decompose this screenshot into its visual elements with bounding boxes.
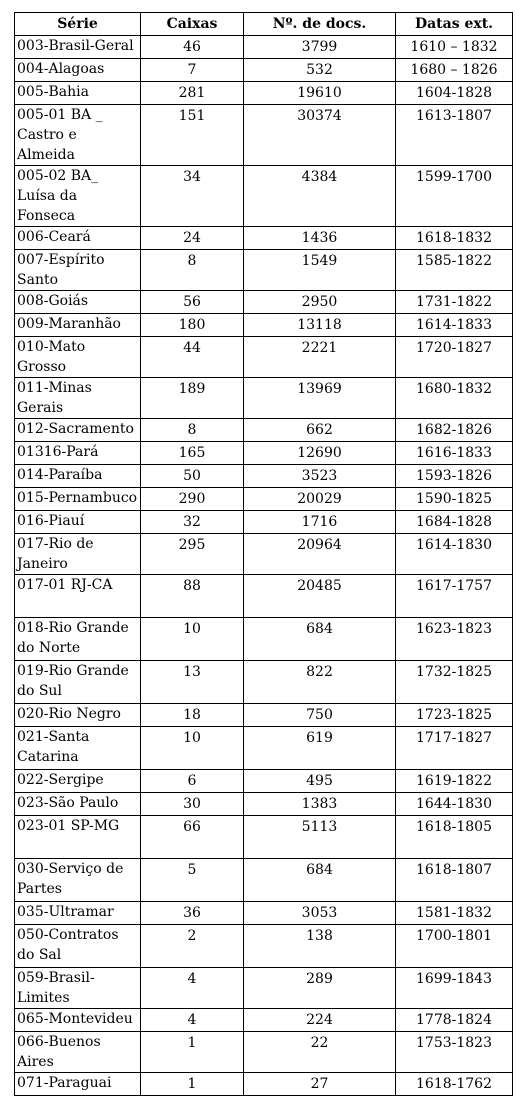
cell-caixas: 4 (141, 968, 244, 1009)
cell-datas: 1618-1832 (396, 227, 513, 250)
table-row (15, 1032, 513, 1073)
cell-datas: 1778-1824 (396, 1009, 513, 1032)
table-row (15, 419, 513, 442)
cell-datas: 1618-1807 (396, 859, 513, 902)
cell-caixas: 7 (141, 59, 244, 82)
cell-datas: 1604-1828 (396, 82, 513, 105)
cell-datas: 1590-1825 (396, 488, 513, 511)
cell-datas: 1699-1843 (396, 968, 513, 1009)
cell-datas: 1700-1801 (396, 925, 513, 968)
cell-datas: 1614-1830 (396, 534, 513, 575)
cell-caixas: 10 (141, 618, 244, 661)
cell-datas: 1684-1828 (396, 511, 513, 534)
table-row (15, 314, 513, 337)
cell-caixas: 18 (141, 704, 244, 727)
table-row (15, 166, 513, 227)
cell-serie: 011-Minas Gerais (15, 378, 141, 419)
cell-docs: 1436 (244, 227, 396, 250)
cell-caixas: 180 (141, 314, 244, 337)
cell-caixas: 8 (141, 250, 244, 291)
cell-docs: 495 (244, 770, 396, 793)
cell-datas: 1613-1807 (396, 105, 513, 166)
cell-datas: 1614-1833 (396, 314, 513, 337)
cell-docs: 138 (244, 925, 396, 968)
table-row (15, 859, 513, 902)
cell-docs: 20485 (244, 575, 396, 618)
table-row (15, 534, 513, 575)
cell-serie: 012-Sacramento (15, 419, 141, 442)
cell-docs: 19610 (244, 82, 396, 105)
cell-serie: 006-Ceará (15, 227, 141, 250)
cell-datas: 1618-1762 (396, 1073, 513, 1096)
cell-docs: 684 (244, 618, 396, 661)
cell-serie: 008-Goiás (15, 291, 141, 314)
cell-docs: 2221 (244, 337, 396, 378)
table-row (15, 465, 513, 488)
cell-caixas: 1 (141, 1073, 244, 1096)
table-row (15, 925, 513, 968)
cell-serie: 01316-Pará (15, 442, 141, 465)
cell-docs: 224 (244, 1009, 396, 1032)
cell-docs: 12690 (244, 442, 396, 465)
table-header (15, 13, 513, 36)
cell-docs: 4384 (244, 166, 396, 227)
cell-datas: 1680-1832 (396, 378, 513, 419)
cell-docs: 30374 (244, 105, 396, 166)
cell-serie: 023-01 SP-MG (15, 816, 141, 859)
cell-caixas: 281 (141, 82, 244, 105)
cell-docs: 3523 (244, 465, 396, 488)
cell-caixas: 8 (141, 419, 244, 442)
cell-caixas: 32 (141, 511, 244, 534)
cell-docs: 1383 (244, 793, 396, 816)
cell-docs: 532 (244, 59, 396, 82)
table-row (15, 105, 513, 166)
cell-caixas: 66 (141, 816, 244, 859)
cell-serie: 005-02 BA_ Luísa da Fonseca (15, 166, 141, 227)
table-row (15, 1009, 513, 1032)
table-row (15, 1073, 513, 1096)
header-datas: Datas ext. (396, 13, 513, 36)
cell-caixas: 50 (141, 465, 244, 488)
cell-datas: 1617-1757 (396, 575, 513, 618)
cell-serie: 017-01 RJ-CA (15, 575, 141, 618)
cell-serie: 023-São Paulo (15, 793, 141, 816)
cell-serie: 035-Ultramar (15, 902, 141, 925)
cell-serie: 021-Santa Catarina (15, 727, 141, 770)
header-serie: Série (15, 13, 141, 36)
cell-datas: 1623-1823 (396, 618, 513, 661)
cell-serie: 050-Contratos do Sal (15, 925, 141, 968)
cell-datas: 1731-1822 (396, 291, 513, 314)
cell-caixas: 24 (141, 227, 244, 250)
cell-serie: 071-Paraguai (15, 1073, 141, 1096)
table-row (15, 727, 513, 770)
table-row (15, 442, 513, 465)
cell-serie: 016-Piauí (15, 511, 141, 534)
table-row (15, 575, 513, 618)
cell-datas: 1618-1805 (396, 816, 513, 859)
cell-serie: 018-Rio Grande do Norte (15, 618, 141, 661)
cell-caixas: 295 (141, 534, 244, 575)
cell-caixas: 189 (141, 378, 244, 419)
cell-datas: 1599-1700 (396, 166, 513, 227)
cell-docs: 662 (244, 419, 396, 442)
cell-docs: 13118 (244, 314, 396, 337)
cell-caixas: 88 (141, 575, 244, 618)
cell-caixas: 4 (141, 1009, 244, 1032)
cell-caixas: 44 (141, 337, 244, 378)
cell-docs: 1549 (244, 250, 396, 291)
cell-datas: 1753-1823 (396, 1032, 513, 1073)
table-row (15, 661, 513, 704)
cell-serie: 004-Alagoas (15, 59, 141, 82)
header-caixas: Caixas (141, 13, 244, 36)
table-row (15, 793, 513, 816)
cell-caixas: 1 (141, 1032, 244, 1073)
table-row (15, 250, 513, 291)
cell-datas: 1682-1826 (396, 419, 513, 442)
cell-caixas: 30 (141, 793, 244, 816)
cell-serie: 017-Rio de Janeiro (15, 534, 141, 575)
cell-datas: 1593-1826 (396, 465, 513, 488)
cell-docs: 684 (244, 859, 396, 902)
table-row (15, 511, 513, 534)
cell-datas: 1619-1822 (396, 770, 513, 793)
cell-datas: 1585-1822 (396, 250, 513, 291)
cell-caixas: 151 (141, 105, 244, 166)
table-row (15, 337, 513, 378)
cell-serie: 019-Rio Grande do Sul (15, 661, 141, 704)
cell-docs: 2950 (244, 291, 396, 314)
cell-serie: 030-Serviço de Partes (15, 859, 141, 902)
cell-datas: 1723-1825 (396, 704, 513, 727)
table-row (15, 227, 513, 250)
table-row (15, 378, 513, 419)
header-row (15, 13, 513, 36)
cell-caixas: 165 (141, 442, 244, 465)
table-row (15, 291, 513, 314)
cell-caixas: 36 (141, 902, 244, 925)
cell-caixas: 10 (141, 727, 244, 770)
cell-datas: 1717-1827 (396, 727, 513, 770)
cell-serie: 005-Bahia (15, 82, 141, 105)
cell-serie: 059-Brasil-Limites (15, 968, 141, 1009)
cell-docs: 619 (244, 727, 396, 770)
table-row (15, 82, 513, 105)
cell-docs: 822 (244, 661, 396, 704)
cell-serie: 007-Espírito Santo (15, 250, 141, 291)
table-row (15, 618, 513, 661)
cell-serie: 020-Rio Negro (15, 704, 141, 727)
cell-docs: 27 (244, 1073, 396, 1096)
cell-datas: 1720-1827 (396, 337, 513, 378)
cell-caixas: 5 (141, 859, 244, 902)
cell-serie: 066-Buenos Aires (15, 1032, 141, 1073)
cell-datas: 1644-1830 (396, 793, 513, 816)
cell-caixas: 46 (141, 36, 244, 59)
cell-serie: 010-Mato Grosso (15, 337, 141, 378)
table-row (15, 59, 513, 82)
cell-caixas: 290 (141, 488, 244, 511)
cell-caixas: 6 (141, 770, 244, 793)
cell-docs: 5113 (244, 816, 396, 859)
cell-docs: 3053 (244, 902, 396, 925)
cell-docs: 22 (244, 1032, 396, 1073)
cell-caixas: 56 (141, 291, 244, 314)
cell-serie: 003-Brasil-Geral (15, 36, 141, 59)
cell-docs: 1716 (244, 511, 396, 534)
table-row (15, 36, 513, 59)
cell-docs: 3799 (244, 36, 396, 59)
cell-caixas: 13 (141, 661, 244, 704)
cell-docs: 750 (244, 704, 396, 727)
cell-serie: 014-Paraíba (15, 465, 141, 488)
cell-docs: 20029 (244, 488, 396, 511)
table-row (15, 816, 513, 859)
cell-serie: 009-Maranhão (15, 314, 141, 337)
table-row (15, 902, 513, 925)
table-row (15, 488, 513, 511)
cell-datas: 1732-1825 (396, 661, 513, 704)
cell-docs: 20964 (244, 534, 396, 575)
cell-docs: 289 (244, 968, 396, 1009)
cell-datas: 1616-1833 (396, 442, 513, 465)
table-row (15, 770, 513, 793)
header-docs: Nº. de docs. (244, 13, 396, 36)
cell-docs: 13969 (244, 378, 396, 419)
table-row (15, 704, 513, 727)
cell-serie: 022-Sergipe (15, 770, 141, 793)
cell-datas: 1581-1832 (396, 902, 513, 925)
archive-series-table (14, 12, 513, 1096)
cell-serie: 065-Montevideu (15, 1009, 141, 1032)
cell-serie: 015-Pernambuco (15, 488, 141, 511)
cell-datas: 1680 – 1826 (396, 59, 513, 82)
cell-serie: 005-01 BA _ Castro e Almeida (15, 105, 141, 166)
cell-datas: 1610 – 1832 (396, 36, 513, 59)
cell-caixas: 34 (141, 166, 244, 227)
table-body (15, 36, 513, 1096)
table-row (15, 968, 513, 1009)
cell-caixas: 2 (141, 925, 244, 968)
